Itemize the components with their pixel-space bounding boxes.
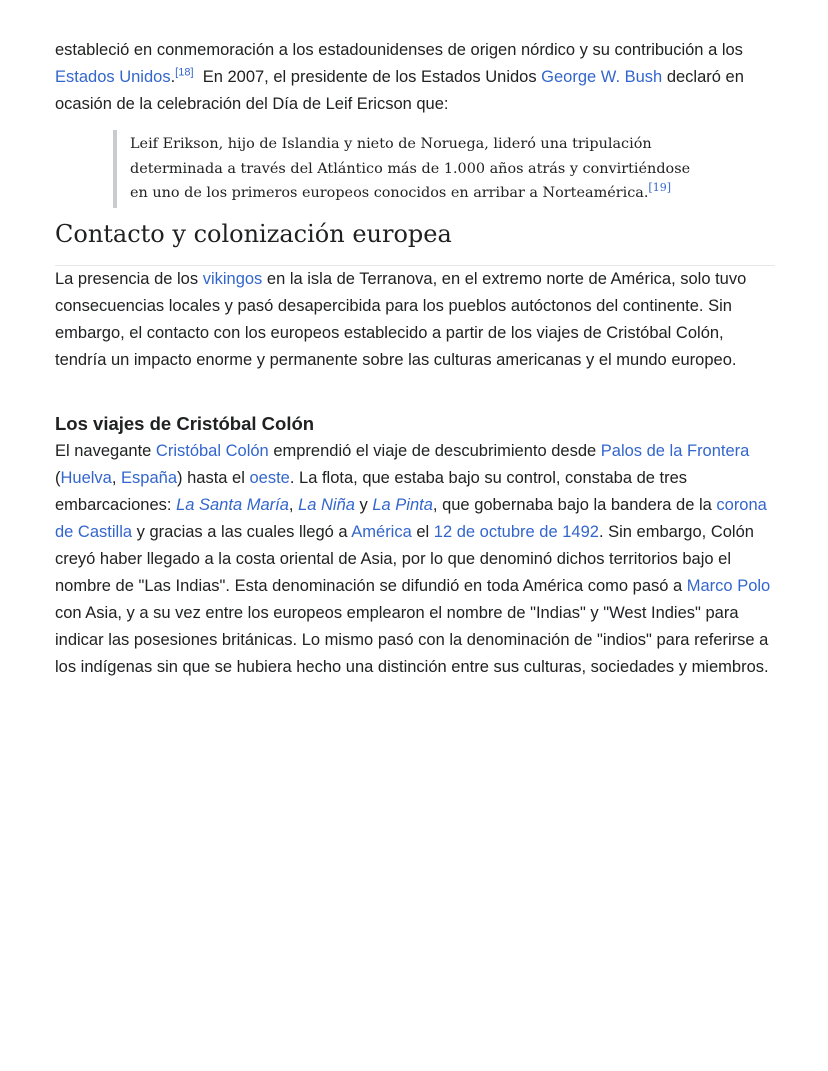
link-12-de-octubre-de-1492[interactable]: 12 de octubre de 1492 (433, 522, 599, 541)
subsection-paragraph (55, 438, 775, 681)
link-george-w-bush[interactable]: George W. Bush (541, 68, 663, 86)
link-cristobal-colon[interactable]: Cristóbal Colón (155, 441, 269, 460)
text-run: y (354, 495, 373, 514)
text-run: ( (55, 468, 61, 487)
intro-paragraph (55, 37, 775, 118)
text-run: , que gobernaba bajo la bandera de la (432, 495, 717, 514)
text-run: El navegante (55, 441, 156, 460)
text-run: emprendió el viaje de descubrimiento desde (268, 441, 601, 460)
link-la-pinta[interactable]: La Pinta (372, 495, 433, 514)
text-run: declaró en ocasión de la celebración del Día de Leif Ericson que: (55, 68, 744, 113)
text-run: con Asia, y a su vez entre los europeos emplearon el nombre de "Indias" y "West Indies" para indicar las posesiones británicas. Lo mismo pasó con la denominación de "indios" para referirse a los indígenas sin que se hubiera hecho una distinción entre sus culturas, sociedades y miembros. (55, 603, 769, 676)
link-palos-de-la-frontera[interactable]: Palos de la Frontera (600, 441, 750, 460)
article-content (55, 37, 775, 681)
text-run: La presencia de los (55, 269, 203, 288)
quote-block (113, 130, 700, 208)
text-run: , (111, 468, 122, 487)
text-run: . Sin embargo, Colón creyó haber llegado a la costa oriental de Asia, por lo que denominó dichos territorios bajo el nombre de "Las Indias". Esta denominación se difundió en toda América como pasó a (55, 522, 754, 595)
link-vikingos[interactable]: vikingos (202, 269, 263, 288)
citation-18[interactable] (175, 67, 193, 79)
text-run: ) hasta el (177, 468, 250, 487)
citation-18-link[interactable]: [18] (175, 66, 194, 79)
subsection-heading: Los viajes de Cristóbal Colón (55, 412, 315, 434)
citation-19[interactable] (648, 181, 671, 194)
link-espana[interactable]: España (121, 468, 178, 487)
text-run: estableció en conmemoración a los estadounidenses de origen nórdico y su contribución a los (55, 41, 743, 59)
text-run: el (411, 522, 434, 541)
citation-19-link[interactable]: [19] (648, 181, 672, 195)
link-huelva[interactable]: Huelva (60, 468, 112, 487)
link-oeste[interactable]: oeste (249, 468, 290, 487)
text-run: En 2007, el presidente de los Estados Unidos (193, 68, 542, 86)
quote-text: Leif Erikson, hijo de Islandia y nieto de Noruega, lideró una tripulación determinada a través del Atlántico más de 1.000 años atrás y convirtiéndose en uno de los primeros europeos conocidos en arribar a Norteamérica. (130, 136, 691, 201)
text-run: y gracias a las cuales llegó a (132, 522, 352, 541)
link-marco-polo[interactable]: Marco Polo (686, 576, 771, 595)
text-run: en la isla de Terranova, en el extremo norte de América, solo tuvo consecuencias locales y pasó desapercibida para los pueblos autóctonos del continente. Sin embargo, el contacto con los europeos establecido a partir de los viajes de Cristóbal Colón, tendría un impacto enorme y permanente sobre las culturas americanas y el mundo europeo. (55, 269, 747, 369)
link-la-nina[interactable]: La Niña (298, 495, 355, 514)
text-run: . (170, 68, 176, 86)
text-run: , (288, 495, 299, 514)
section-heading: Contacto y colonización europea (55, 217, 775, 266)
link-estados-unidos[interactable]: Estados Unidos (55, 68, 171, 86)
section-paragraph (55, 266, 775, 374)
link-america[interactable]: América (351, 522, 412, 541)
link-corona-de-castilla[interactable]: corona de Castilla (55, 495, 767, 541)
link-la-santa-maria[interactable]: La Santa María (176, 495, 289, 514)
text-run: . La flota, que estaba bajo su control, constaba de tres embarcaciones: (55, 468, 688, 514)
